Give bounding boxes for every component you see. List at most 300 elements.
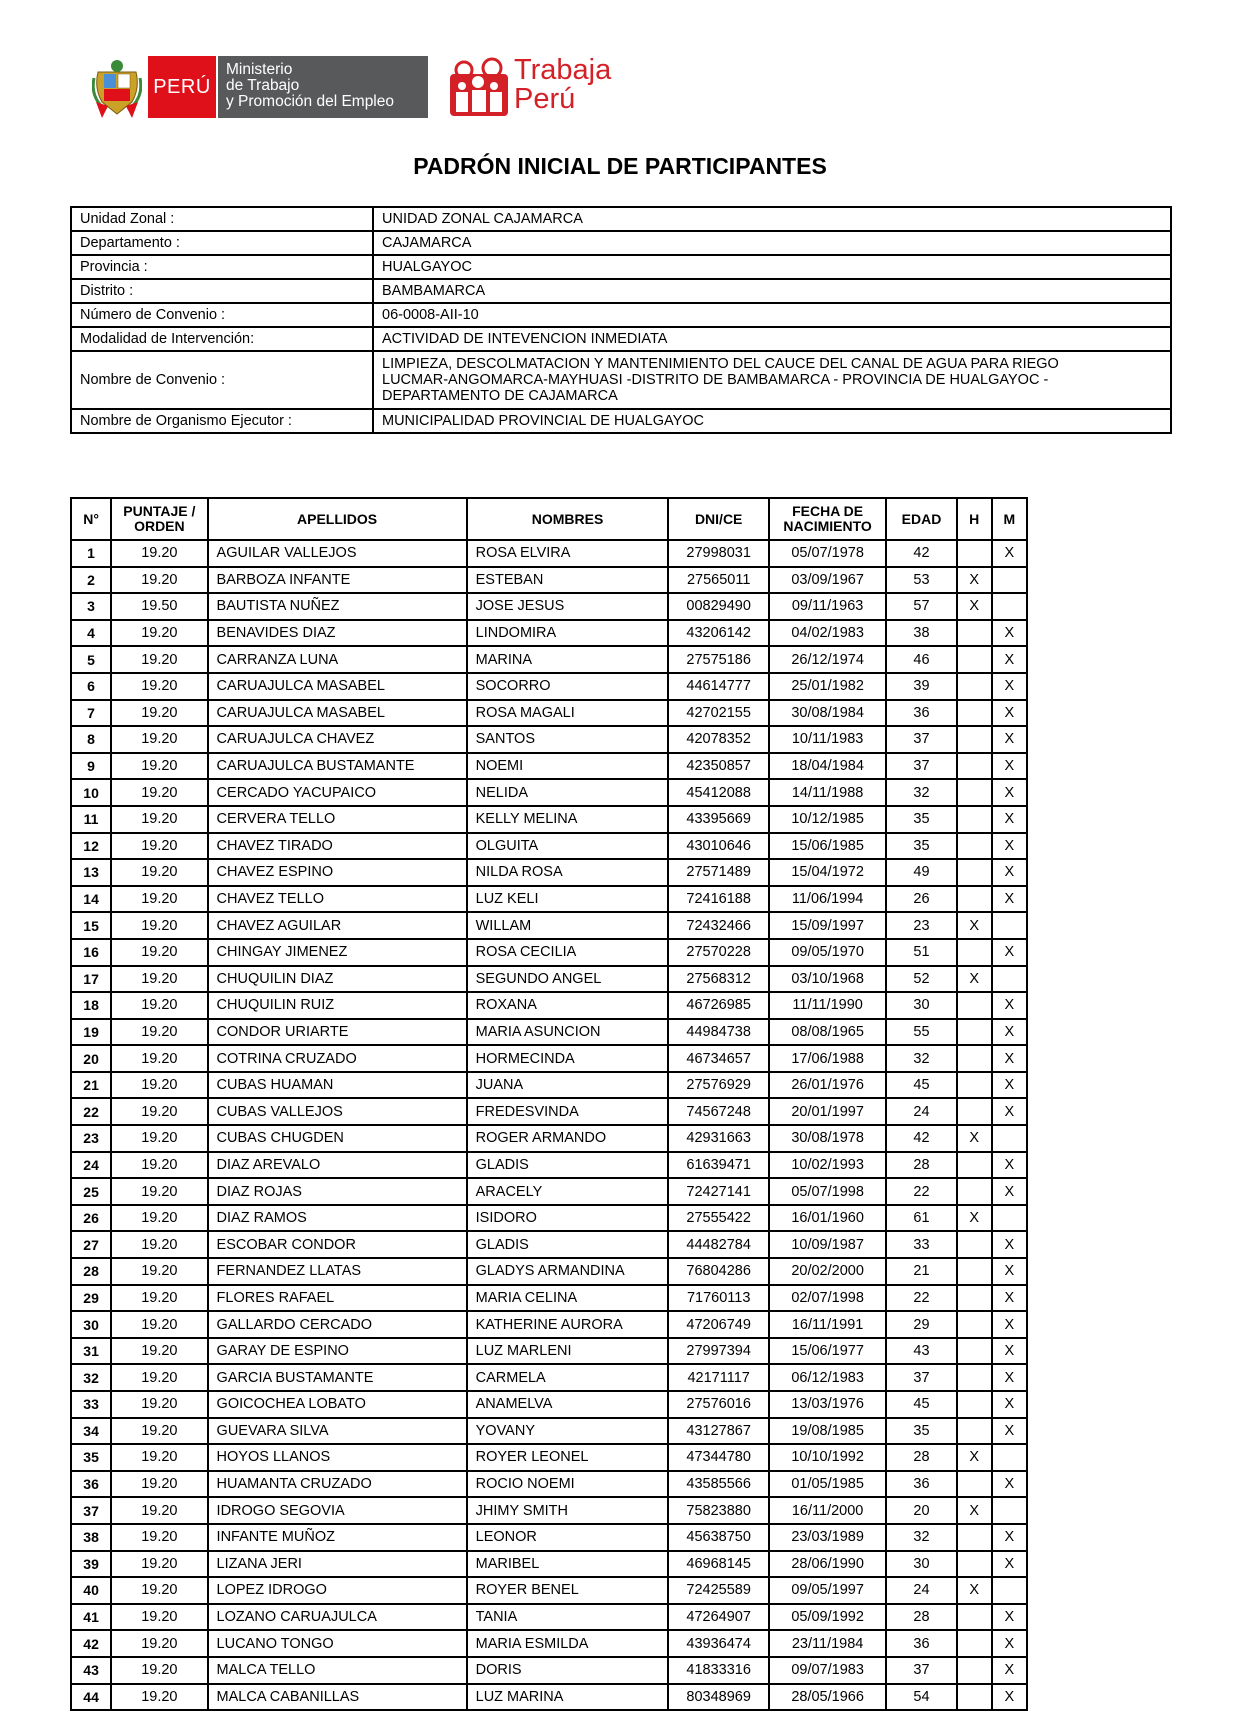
surname-cell: CERVERA TELLO: [208, 806, 467, 833]
birthdate-cell: 10/09/1987: [769, 1231, 886, 1258]
female-mark-cell: X: [992, 646, 1027, 673]
row-number: 8: [71, 726, 111, 753]
table-row: [71, 593, 1027, 620]
birthdate-cell: 03/10/1968: [769, 966, 886, 993]
row-number: 30: [71, 1311, 111, 1338]
dni-cell: 42702155: [668, 700, 768, 727]
score-cell: 19.20: [111, 1524, 207, 1551]
name-cell: ROSA ELVIRA: [467, 540, 669, 567]
dni-cell: 43010646: [668, 833, 768, 860]
age-cell: 55: [886, 1019, 956, 1046]
row-number: 26: [71, 1205, 111, 1232]
surname-cell: ESCOBAR CONDOR: [208, 1231, 467, 1258]
name-cell: ANAMELVA: [467, 1391, 669, 1418]
score-cell: 19.20: [111, 1551, 207, 1578]
birthdate-cell: 10/12/1985: [769, 806, 886, 833]
name-cell: LEONOR: [467, 1524, 669, 1551]
female-mark-cell: [992, 593, 1027, 620]
surname-cell: CUBAS CHUGDEN: [208, 1125, 467, 1152]
female-mark-cell: X: [992, 1684, 1027, 1711]
dni-cell: 27997394: [668, 1338, 768, 1365]
female-mark-cell: X: [992, 833, 1027, 860]
score-cell: 19.20: [111, 966, 207, 993]
birthdate-cell: 14/11/1988: [769, 779, 886, 806]
male-mark-cell: [957, 992, 992, 1019]
table-row: [71, 1364, 1027, 1391]
birthdate-cell: 15/04/1972: [769, 859, 886, 886]
info-row: [71, 409, 1171, 433]
column-header: DNI/CE: [668, 498, 768, 540]
dni-cell: 27570228: [668, 939, 768, 966]
name-cell: JHIMY SMITH: [467, 1497, 669, 1524]
dni-cell: 74567248: [668, 1098, 768, 1125]
birthdate-cell: 16/11/1991: [769, 1311, 886, 1338]
female-mark-cell: X: [992, 753, 1027, 780]
birthdate-cell: 05/07/1998: [769, 1178, 886, 1205]
column-header: PUNTAJE / ORDEN: [111, 498, 207, 540]
name-cell: ROSA MAGALI: [467, 700, 669, 727]
table-row: [71, 1072, 1027, 1099]
male-mark-cell: [957, 1285, 992, 1312]
row-number: 27: [71, 1231, 111, 1258]
male-mark-cell: [957, 1551, 992, 1578]
dni-cell: 47344780: [668, 1444, 768, 1471]
female-mark-cell: X: [992, 806, 1027, 833]
birthdate-cell: 23/03/1989: [769, 1524, 886, 1551]
age-cell: 42: [886, 1125, 956, 1152]
info-value: BAMBAMARCA: [373, 279, 1171, 303]
row-number: 42: [71, 1630, 111, 1657]
male-mark-cell: X: [957, 966, 992, 993]
dni-cell: 80348969: [668, 1684, 768, 1711]
male-mark-cell: [957, 886, 992, 913]
column-header: EDAD: [886, 498, 956, 540]
name-cell: SOCORRO: [467, 673, 669, 700]
dni-cell: 75823880: [668, 1497, 768, 1524]
row-number: 35: [71, 1444, 111, 1471]
male-mark-cell: [957, 833, 992, 860]
age-cell: 51: [886, 939, 956, 966]
table-row: [71, 1045, 1027, 1072]
score-cell: 19.20: [111, 1338, 207, 1365]
age-cell: 45: [886, 1072, 956, 1099]
birthdate-cell: 10/10/1992: [769, 1444, 886, 1471]
birthdate-cell: 10/11/1983: [769, 726, 886, 753]
female-mark-cell: X: [992, 1338, 1027, 1365]
male-mark-cell: [957, 1258, 992, 1285]
table-row: [71, 806, 1027, 833]
female-mark-cell: [992, 912, 1027, 939]
dni-cell: 42078352: [668, 726, 768, 753]
row-number: 4: [71, 620, 111, 647]
age-cell: 35: [886, 1418, 956, 1445]
score-cell: 19.20: [111, 1072, 207, 1099]
surname-cell: DIAZ RAMOS: [208, 1205, 467, 1232]
row-number: 22: [71, 1098, 111, 1125]
birthdate-cell: 10/02/1993: [769, 1152, 886, 1179]
male-mark-cell: [957, 1072, 992, 1099]
age-cell: 37: [886, 753, 956, 780]
birthdate-cell: 15/06/1985: [769, 833, 886, 860]
birthdate-cell: 30/08/1984: [769, 700, 886, 727]
info-label: Unidad Zonal :: [71, 207, 373, 231]
table-row: [71, 1524, 1027, 1551]
peru-label: PERÚ: [153, 75, 211, 98]
male-mark-cell: [957, 1604, 992, 1631]
female-mark-cell: [992, 1577, 1027, 1604]
row-number: 7: [71, 700, 111, 727]
name-cell: WILLAM: [467, 912, 669, 939]
name-cell: OLGUITA: [467, 833, 669, 860]
name-cell: MARIA ASUNCION: [467, 1019, 669, 1046]
row-number: 1: [71, 540, 111, 567]
male-mark-cell: X: [957, 912, 992, 939]
score-cell: 19.20: [111, 859, 207, 886]
female-mark-cell: X: [992, 1630, 1027, 1657]
male-mark-cell: [957, 779, 992, 806]
female-mark-cell: X: [992, 939, 1027, 966]
name-cell: NELIDA: [467, 779, 669, 806]
birthdate-cell: 09/05/1997: [769, 1577, 886, 1604]
age-cell: 39: [886, 673, 956, 700]
dni-cell: 43585566: [668, 1471, 768, 1498]
table-row: [71, 753, 1027, 780]
row-number: 13: [71, 859, 111, 886]
info-value: HUALGAYOC: [373, 255, 1171, 279]
score-cell: 19.20: [111, 540, 207, 567]
birthdate-cell: 20/02/2000: [769, 1258, 886, 1285]
age-cell: 21: [886, 1258, 956, 1285]
dni-cell: 43936474: [668, 1630, 768, 1657]
birthdate-cell: 06/12/1983: [769, 1364, 886, 1391]
surname-cell: CARUAJULCA MASABEL: [208, 673, 467, 700]
surname-cell: CUBAS VALLEJOS: [208, 1098, 467, 1125]
score-cell: 19.20: [111, 567, 207, 594]
info-row: [71, 255, 1171, 279]
age-cell: 38: [886, 620, 956, 647]
female-mark-cell: X: [992, 620, 1027, 647]
surname-cell: GUEVARA SILVA: [208, 1418, 467, 1445]
participants-body: [71, 540, 1027, 1710]
row-number: 9: [71, 753, 111, 780]
row-number: 5: [71, 646, 111, 673]
male-mark-cell: [957, 1391, 992, 1418]
female-mark-cell: X: [992, 1364, 1027, 1391]
score-cell: 19.20: [111, 1418, 207, 1445]
birthdate-cell: 17/06/1988: [769, 1045, 886, 1072]
female-mark-cell: X: [992, 1019, 1027, 1046]
table-row: [71, 700, 1027, 727]
name-cell: HORMECINDA: [467, 1045, 669, 1072]
surname-cell: CARUAJULCA BUSTAMANTE: [208, 753, 467, 780]
male-mark-cell: [957, 1338, 992, 1365]
male-mark-cell: [957, 859, 992, 886]
table-row: [71, 1471, 1027, 1498]
name-cell: NOEMI: [467, 753, 669, 780]
info-label: Distrito :: [71, 279, 373, 303]
surname-cell: LIZANA JERI: [208, 1551, 467, 1578]
table-row: [71, 1338, 1027, 1365]
male-mark-cell: X: [957, 1125, 992, 1152]
age-cell: 54: [886, 1684, 956, 1711]
score-cell: 19.20: [111, 1125, 207, 1152]
male-mark-cell: [957, 540, 992, 567]
info-row: [71, 327, 1171, 351]
dni-cell: 27555422: [668, 1205, 768, 1232]
row-number: 20: [71, 1045, 111, 1072]
birthdate-cell: 25/01/1982: [769, 673, 886, 700]
row-number: 14: [71, 886, 111, 913]
ministry-logo: [218, 56, 428, 118]
male-mark-cell: [957, 1524, 992, 1551]
row-number: 11: [71, 806, 111, 833]
surname-cell: GARCIA BUSTAMANTE: [208, 1364, 467, 1391]
score-cell: 19.20: [111, 726, 207, 753]
birthdate-cell: 20/01/1997: [769, 1098, 886, 1125]
dni-cell: 27576016: [668, 1391, 768, 1418]
dni-cell: 44614777: [668, 673, 768, 700]
female-mark-cell: X: [992, 673, 1027, 700]
info-label: Número de Convenio :: [71, 303, 373, 327]
score-cell: 19.20: [111, 1497, 207, 1524]
female-mark-cell: X: [992, 1524, 1027, 1551]
score-cell: 19.20: [111, 700, 207, 727]
male-mark-cell: X: [957, 1444, 992, 1471]
name-cell: ROYER BENEL: [467, 1577, 669, 1604]
male-mark-cell: [957, 620, 992, 647]
name-cell: ESTEBAN: [467, 567, 669, 594]
page-title: PADRÓN INICIAL DE PARTICIPANTES: [413, 153, 827, 179]
birthdate-cell: 09/05/1970: [769, 939, 886, 966]
row-number: 43: [71, 1657, 111, 1684]
name-cell: KELLY MELINA: [467, 806, 669, 833]
score-cell: 19.20: [111, 1152, 207, 1179]
surname-cell: CARRANZA LUNA: [208, 646, 467, 673]
female-mark-cell: X: [992, 1418, 1027, 1445]
age-cell: 42: [886, 540, 956, 567]
name-cell: KATHERINE AURORA: [467, 1311, 669, 1338]
age-cell: 29: [886, 1311, 956, 1338]
name-cell: NILDA ROSA: [467, 859, 669, 886]
score-cell: 19.20: [111, 673, 207, 700]
info-label: Departamento :: [71, 231, 373, 255]
male-mark-cell: [957, 1418, 992, 1445]
female-mark-cell: [992, 966, 1027, 993]
table-row: [71, 1418, 1027, 1445]
birthdate-cell: 09/11/1963: [769, 593, 886, 620]
table-row: [71, 992, 1027, 1019]
info-row: [71, 231, 1171, 255]
dni-cell: 43395669: [668, 806, 768, 833]
dni-cell: 27568312: [668, 966, 768, 993]
row-number: 34: [71, 1418, 111, 1445]
age-cell: 43: [886, 1338, 956, 1365]
row-number: 6: [71, 673, 111, 700]
row-number: 44: [71, 1684, 111, 1711]
female-mark-cell: X: [992, 992, 1027, 1019]
surname-cell: CERCADO YACUPAICO: [208, 779, 467, 806]
name-cell: JUANA: [467, 1072, 669, 1099]
surname-cell: CUBAS HUAMAN: [208, 1072, 467, 1099]
row-number: 12: [71, 833, 111, 860]
age-cell: 36: [886, 1471, 956, 1498]
row-number: 38: [71, 1524, 111, 1551]
row-number: 33: [71, 1391, 111, 1418]
row-number: 25: [71, 1178, 111, 1205]
female-mark-cell: X: [992, 1604, 1027, 1631]
info-value-line: LIMPIEZA, DESCOLMATACION Y MANTENIMIENTO DEL CAUCE DEL CANAL DE AGUA PARA RIEGO: [382, 356, 1059, 372]
age-cell: 37: [886, 1657, 956, 1684]
info-label: Modalidad de Intervención:: [71, 327, 373, 351]
age-cell: 37: [886, 1364, 956, 1391]
male-mark-cell: [957, 1657, 992, 1684]
dni-cell: 47264907: [668, 1604, 768, 1631]
male-mark-cell: [957, 1098, 992, 1125]
female-mark-cell: X: [992, 726, 1027, 753]
score-cell: 19.20: [111, 1178, 207, 1205]
row-number: 32: [71, 1364, 111, 1391]
score-cell: 19.20: [111, 1577, 207, 1604]
name-cell: GLADIS: [467, 1152, 669, 1179]
dni-cell: 72427141: [668, 1178, 768, 1205]
age-cell: 45: [886, 1391, 956, 1418]
row-number: 19: [71, 1019, 111, 1046]
name-cell: MARIA ESMILDA: [467, 1630, 669, 1657]
table-row: [71, 1630, 1027, 1657]
female-mark-cell: X: [992, 1045, 1027, 1072]
age-cell: 35: [886, 833, 956, 860]
female-mark-cell: X: [992, 859, 1027, 886]
name-cell: SEGUNDO ANGEL: [467, 966, 669, 993]
row-number: 28: [71, 1258, 111, 1285]
table-row: [71, 1657, 1027, 1684]
name-cell: MARIBEL: [467, 1551, 669, 1578]
dni-cell: 71760113: [668, 1285, 768, 1312]
ministry-line: Ministerio: [226, 61, 293, 78]
name-cell: ROCIO NOEMI: [467, 1471, 669, 1498]
table-row: [71, 1684, 1027, 1711]
column-header: M: [992, 498, 1027, 540]
male-mark-cell: [957, 726, 992, 753]
female-mark-cell: X: [992, 1657, 1027, 1684]
dni-cell: 00829490: [668, 593, 768, 620]
table-row: [71, 966, 1027, 993]
surname-cell: GOICOCHEA LOBATO: [208, 1391, 467, 1418]
age-cell: 30: [886, 1551, 956, 1578]
table-row: [71, 833, 1027, 860]
dni-cell: 27576929: [668, 1072, 768, 1099]
age-cell: 49: [886, 859, 956, 886]
age-cell: 35: [886, 806, 956, 833]
surname-cell: HOYOS LLANOS: [208, 1444, 467, 1471]
surname-cell: CHUQUILIN RUIZ: [208, 992, 467, 1019]
column-header: N°: [71, 498, 111, 540]
age-cell: 23: [886, 912, 956, 939]
dni-cell: 47206749: [668, 1311, 768, 1338]
female-mark-cell: X: [992, 886, 1027, 913]
dni-cell: 43206142: [668, 620, 768, 647]
info-value: CAJAMARCA: [373, 231, 1171, 255]
page-header: [92, 56, 652, 120]
male-mark-cell: X: [957, 593, 992, 620]
dni-cell: 46734657: [668, 1045, 768, 1072]
name-cell: LUZ KELI: [467, 886, 669, 913]
column-header: FECHA DE NACIMIENTO: [769, 498, 886, 540]
dni-cell: 27571489: [668, 859, 768, 886]
age-cell: 28: [886, 1604, 956, 1631]
male-mark-cell: [957, 806, 992, 833]
birthdate-cell: 15/06/1977: [769, 1338, 886, 1365]
male-mark-cell: [957, 646, 992, 673]
info-label: Nombre de Organismo Ejecutor :: [71, 409, 373, 433]
female-mark-cell: X: [992, 1152, 1027, 1179]
male-mark-cell: [957, 1019, 992, 1046]
age-cell: 37: [886, 726, 956, 753]
score-cell: 19.20: [111, 1231, 207, 1258]
male-mark-cell: [957, 1311, 992, 1338]
name-cell: DORIS: [467, 1657, 669, 1684]
dni-cell: 72432466: [668, 912, 768, 939]
row-number: 39: [71, 1551, 111, 1578]
birthdate-cell: 11/06/1994: [769, 886, 886, 913]
surname-cell: FLORES RAFAEL: [208, 1285, 467, 1312]
age-cell: 33: [886, 1231, 956, 1258]
female-mark-cell: X: [992, 1231, 1027, 1258]
age-cell: 57: [886, 593, 956, 620]
info-value: [373, 351, 1171, 409]
surname-cell: MALCA CABANILLAS: [208, 1684, 467, 1711]
birthdate-cell: 11/11/1990: [769, 992, 886, 1019]
row-number: 3: [71, 593, 111, 620]
name-cell: MARINA: [467, 646, 669, 673]
table-row: [71, 646, 1027, 673]
table-row: [71, 726, 1027, 753]
surname-cell: MALCA TELLO: [208, 1657, 467, 1684]
table-header-row: [71, 498, 1027, 540]
info-row: [71, 279, 1171, 303]
birthdate-cell: 26/12/1974: [769, 646, 886, 673]
birthdate-cell: 13/03/1976: [769, 1391, 886, 1418]
peru-logo: [148, 56, 216, 118]
female-mark-cell: [992, 1497, 1027, 1524]
surname-cell: AGUILAR VALLEJOS: [208, 540, 467, 567]
row-number: 2: [71, 567, 111, 594]
score-cell: 19.20: [111, 1205, 207, 1232]
birthdate-cell: 08/08/1965: [769, 1019, 886, 1046]
surname-cell: LOZANO CARUAJULCA: [208, 1604, 467, 1631]
surname-cell: IDROGO SEGOVIA: [208, 1497, 467, 1524]
birthdate-cell: 04/02/1983: [769, 620, 886, 647]
surname-cell: GALLARDO CERCADO: [208, 1311, 467, 1338]
dni-cell: 46968145: [668, 1551, 768, 1578]
birthdate-cell: 05/07/1978: [769, 540, 886, 567]
table-row: [71, 939, 1027, 966]
score-cell: 19.20: [111, 1098, 207, 1125]
age-cell: 26: [886, 886, 956, 913]
score-cell: 19.50: [111, 593, 207, 620]
column-header: APELLIDOS: [208, 498, 467, 540]
table-row: [71, 567, 1027, 594]
score-cell: 19.20: [111, 886, 207, 913]
birthdate-cell: 28/06/1990: [769, 1551, 886, 1578]
score-cell: 19.20: [111, 1258, 207, 1285]
surname-cell: CARUAJULCA CHAVEZ: [208, 726, 467, 753]
table-row: [71, 1444, 1027, 1471]
dni-cell: 27565011: [668, 567, 768, 594]
birthdate-cell: 16/11/2000: [769, 1497, 886, 1524]
info-value-line: DEPARTAMENTO DE CAJAMARCA: [382, 388, 618, 404]
dni-cell: 45412088: [668, 779, 768, 806]
